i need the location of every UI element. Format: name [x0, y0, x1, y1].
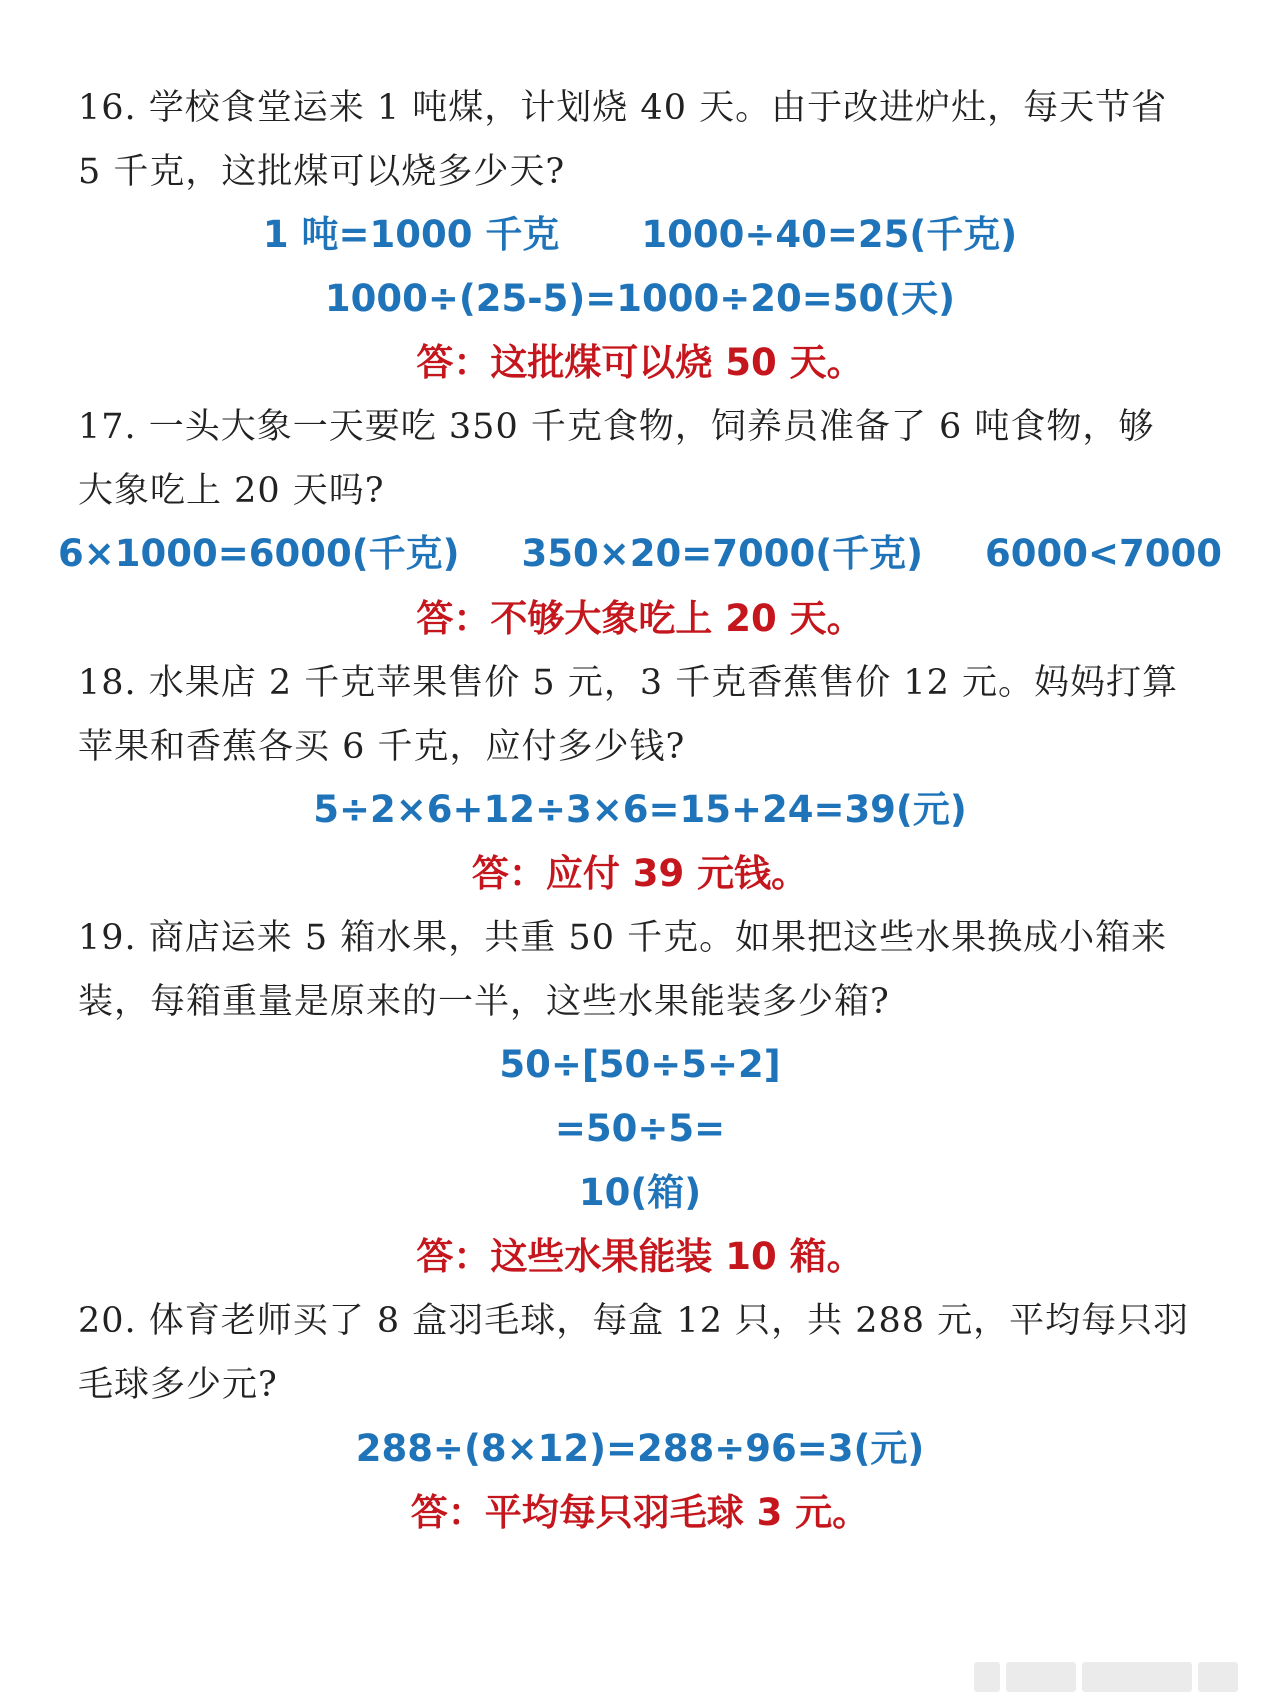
- watermark-mark: [1006, 1662, 1076, 1692]
- problem-18-calc: 5÷2×6+12÷3×6=15+24=39(元): [313, 788, 967, 831]
- problem-16-calc-row-2: 1000÷(25-5)=1000÷20=50(天): [324, 277, 956, 320]
- watermark-mark: [1082, 1662, 1192, 1692]
- problem-20-line-1: 20. 体育老师买了 8 盒羽毛球，每盒 12 只，共 288 元，平均每只羽: [78, 1301, 1190, 1341]
- problem-19-calc-row-1: 50÷[50÷5÷2]: [499, 1043, 781, 1086]
- problem-16-answer: 答：这批煤可以烧 50 天。: [416, 341, 864, 384]
- problem-18-line-1: 18. 水果店 2 千克苹果售价 5 元，3 千克香蕉售价 12 元。妈妈打算: [78, 663, 1179, 703]
- problem-18-line-2: 苹果和香蕉各买 6 千克，应付多少钱?: [78, 727, 686, 767]
- problem-20-answer: 答：平均每只羽毛球 3 元。: [410, 1491, 870, 1534]
- problem-17-answer: 答：不够大象吃上 20 天。: [416, 597, 864, 640]
- problem-19-answer: 答：这些水果能装 10 箱。: [416, 1235, 864, 1278]
- problem-19-calc-row-3: 10(箱): [578, 1171, 702, 1214]
- problem-17-text: [78, 395, 1218, 523]
- problem-16-line-2: 5 千克，这批煤可以烧多少天?: [78, 152, 566, 192]
- problem-19-text: [78, 906, 1218, 1034]
- problem-18-text: [78, 651, 1218, 779]
- problem-17-needed-food: 350×20=7000(千克): [521, 532, 924, 575]
- problem-17-calc-row: [0, 522, 1280, 586]
- problem-18-answer: 答：应付 39 元钱。: [471, 852, 809, 895]
- problem-16-daily-usage: 1000÷40=25(千克): [641, 213, 1018, 256]
- problem-20-line-2: 毛球多少元?: [78, 1365, 278, 1405]
- problem-19-calc-row-2: =50÷5=: [554, 1107, 726, 1150]
- problem-17-line-1: 17. 一头大象一天要吃 350 千克食物，饲养员准备了 6 吨食物，够: [78, 407, 1155, 447]
- problem-17-line-2: 大象吃上 20 天吗?: [78, 471, 385, 511]
- problem-20-calc: 288÷(8×12)=288÷96=3(元): [355, 1427, 925, 1470]
- watermark-mark: [1198, 1662, 1238, 1692]
- problem-20-text: [78, 1289, 1218, 1417]
- watermark-mark: [974, 1662, 1000, 1692]
- problem-16-text: [78, 76, 1218, 204]
- problem-16-line-1: 16. 学校食堂运来 1 吨煤，计划烧 40 天。由于改进炉灶，每天节省: [78, 88, 1168, 128]
- watermark: [974, 1656, 1254, 1698]
- problem-17-comparison: 6000<7000: [985, 532, 1223, 575]
- problem-16-calc-row-1: [0, 203, 1280, 267]
- problem-19-line-1: 19. 商店运来 5 箱水果，共重 50 千克。如果把这些水果换成小箱来: [78, 918, 1168, 958]
- problem-16-unit-conversion: 1 吨=1000 千克: [262, 213, 560, 256]
- problem-17-total-food: 6×1000=6000(千克): [57, 532, 460, 575]
- problem-19-line-2: 装，每箱重量是原来的一半，这些水果能装多少箱?: [78, 982, 890, 1022]
